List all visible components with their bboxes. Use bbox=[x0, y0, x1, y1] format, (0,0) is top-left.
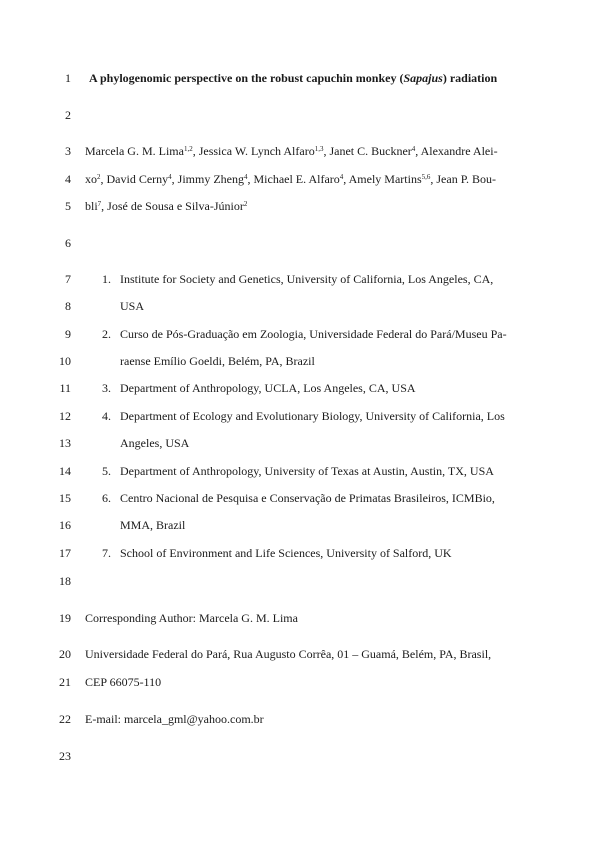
line-number: 6 bbox=[65, 236, 71, 250]
affiliation-text: MMA, Brazil bbox=[120, 518, 186, 532]
line-number: 23 bbox=[59, 749, 71, 763]
affiliation-text: USA bbox=[120, 299, 145, 313]
line-number: 20 bbox=[59, 647, 71, 661]
author-affiliation-mark: 4 bbox=[339, 173, 344, 181]
corresponding-author: Corresponding Author: Marcela G. M. Lima bbox=[85, 611, 298, 625]
address-line: CEP 66075-110 bbox=[85, 675, 162, 689]
line-number: 14 bbox=[59, 464, 71, 478]
author-line bbox=[85, 199, 247, 213]
author-name: Michael E. Alfaro bbox=[253, 172, 340, 186]
affiliation-text: School of Environment and Life Sciences, University of Salford, UK bbox=[120, 546, 452, 560]
affiliation-text: Centro Nacional de Pesquisa e Conservação de Primatas Brasileiros, ICMBio, bbox=[120, 491, 495, 505]
affiliation-number: 2. bbox=[102, 327, 111, 341]
line-number: 4 bbox=[65, 172, 71, 186]
line-number: 16 bbox=[59, 518, 71, 532]
author-affiliation-mark: 2 bbox=[97, 173, 101, 181]
author-affiliation-mark: 1,3 bbox=[314, 145, 324, 153]
author-name: Jimmy Zheng bbox=[177, 172, 244, 186]
author-name: David Cerny bbox=[106, 172, 169, 186]
line-number: 2 bbox=[65, 108, 71, 122]
line-number: 18 bbox=[59, 574, 71, 588]
author-line bbox=[85, 172, 496, 186]
author-name: Marcela G. M. Lima bbox=[85, 144, 184, 158]
affiliation-text: raense Emílio Goeldi, Belém, PA, Brazil bbox=[120, 354, 315, 368]
affiliation-number: 4. bbox=[102, 409, 111, 423]
line-number: 22 bbox=[59, 712, 71, 726]
author-affiliation-mark: 5,6 bbox=[421, 173, 431, 181]
author-affiliation-mark: 4 bbox=[168, 173, 172, 181]
affiliation-text: Angeles, USA bbox=[120, 436, 190, 450]
author-separator: , bbox=[323, 144, 330, 158]
line-number: 11 bbox=[59, 381, 71, 395]
affiliation-text: Department of Ecology and Evolutionary Biology, University of California, Los bbox=[120, 409, 505, 423]
title-genus: Sapajus bbox=[403, 71, 443, 85]
line-number: 9 bbox=[65, 327, 71, 341]
title-text: A phylogenomic perspective on the robust capuchin monkey ( bbox=[89, 71, 404, 85]
author-separator: , bbox=[101, 199, 108, 213]
author-name: Jessica W. Lynch Alfaro bbox=[198, 144, 315, 158]
affiliation-text: Department of Anthropology, University of Texas at Austin, Austin, TX, USA bbox=[120, 464, 494, 478]
author-separator: , bbox=[171, 172, 178, 186]
line-number: 8 bbox=[65, 299, 71, 313]
author-separator: , bbox=[430, 172, 437, 186]
email-line: E-mail: marcela_gml@yahoo.com.br bbox=[85, 712, 264, 726]
line-number: 15 bbox=[59, 491, 71, 505]
line-number: 19 bbox=[59, 611, 71, 625]
author-name: José de Sousa e Silva-Júnior bbox=[107, 199, 244, 213]
affiliation-number: 1. bbox=[102, 272, 111, 286]
line-number: 13 bbox=[59, 436, 71, 450]
author-line bbox=[85, 144, 498, 158]
line-number: 21 bbox=[59, 675, 71, 689]
author-name: Janet C. Buckner bbox=[329, 144, 412, 158]
affiliation-number: 5. bbox=[102, 464, 111, 478]
line-number: 12 bbox=[59, 409, 71, 423]
line-number: 7 bbox=[65, 272, 71, 286]
author-affiliation-mark: 2 bbox=[243, 200, 248, 208]
author-affiliation-mark: 1,2 bbox=[183, 145, 193, 153]
paper-title bbox=[89, 71, 497, 85]
affiliation-text: Department of Anthropology, UCLA, Los Angeles, CA, USA bbox=[120, 381, 416, 395]
affiliation-number: 6. bbox=[102, 491, 111, 505]
author-affiliation-mark: 7 bbox=[97, 200, 102, 208]
title-text-end: ) radiation bbox=[442, 71, 498, 85]
line-number: 10 bbox=[59, 354, 71, 368]
line-number: 3 bbox=[65, 144, 71, 158]
author-separator: , bbox=[100, 172, 107, 186]
affiliation-number: 7. bbox=[102, 546, 111, 560]
affiliation-text: Curso de Pós-Graduação em Zoologia, Universidade Federal do Pará/Museu Pa- bbox=[120, 327, 507, 341]
author-affiliation-mark: 4 bbox=[243, 173, 248, 181]
affiliation-number: 3. bbox=[102, 381, 111, 395]
line-number: 1 bbox=[65, 71, 71, 85]
line-number: 5 bbox=[65, 199, 71, 213]
author-separator: , bbox=[192, 144, 199, 158]
author-separator: , bbox=[343, 172, 349, 186]
author-name: bli bbox=[85, 199, 98, 213]
address-line: Universidade Federal do Pará, Rua Augusto Corrêa, 01 – Guamá, Belém, PA, Brasil, bbox=[85, 647, 492, 661]
line-number: 17 bbox=[59, 546, 71, 560]
author-name: xo bbox=[85, 172, 97, 186]
affiliation-text: Institute for Society and Genetics, University of California, Los Angeles, CA, bbox=[120, 272, 494, 286]
author-name: Alexandre Alei- bbox=[420, 144, 498, 158]
author-name: Jean P. Bou- bbox=[436, 172, 497, 186]
author-separator: , bbox=[415, 144, 421, 158]
author-separator: , bbox=[247, 172, 254, 186]
author-affiliation-mark: 4 bbox=[411, 145, 416, 153]
author-name: Amely Martins bbox=[348, 172, 422, 186]
